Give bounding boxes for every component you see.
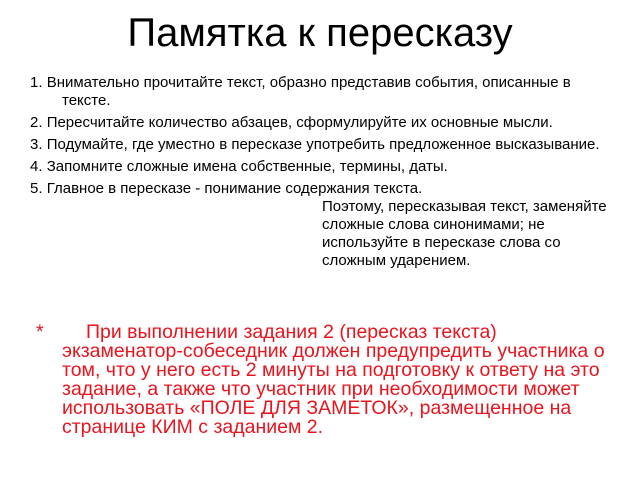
list-item bbox=[30, 136, 610, 154]
exam-note bbox=[36, 323, 606, 437]
list-item bbox=[30, 180, 610, 270]
tips-list bbox=[30, 74, 610, 274]
item-text: Подумайте, где уместно в пересказе употребить предложенное высказывание. bbox=[46, 136, 600, 153]
list-item bbox=[30, 74, 610, 110]
list-item bbox=[30, 158, 610, 176]
item-number: 5. bbox=[30, 180, 43, 197]
item-number: 1. bbox=[30, 74, 43, 91]
item-text-continued: Поэтому, пересказывая текст, заменяйте сложные слова синонимами; не используйте в пересказе слова со сложным ударением. bbox=[322, 198, 607, 269]
item-text: Запомните сложные имена собственные, термины, даты. bbox=[46, 158, 448, 175]
note-marker: * bbox=[36, 321, 44, 343]
item-text: Пересчитайте количество абзацев, сформулируйте их основные мысли. bbox=[46, 114, 553, 131]
item-number: 3. bbox=[30, 136, 43, 153]
item-number: 2. bbox=[30, 114, 43, 131]
list-item bbox=[30, 114, 610, 132]
note-text: При выполнении задания 2 (пересказ текста) экзаменатор-собеседник должен предупредить участника о том, что у него есть 2 минуты на подготовку к ответу на это задание, а также что участник при необходимости может использовать «ПОЛЕ ДЛЯ ЗАМЕТОК», размещенное на странице КИМ с заданием 2. bbox=[62, 321, 605, 438]
item-text: Главное в пересказе - понимание содержания текста. bbox=[46, 180, 423, 197]
item-number: 4. bbox=[30, 158, 43, 175]
slide-title: Памятка к пересказу bbox=[127, 11, 513, 55]
item-text: Внимательно прочитайте текст, образно представив события, описанные в тексте. bbox=[46, 74, 571, 109]
